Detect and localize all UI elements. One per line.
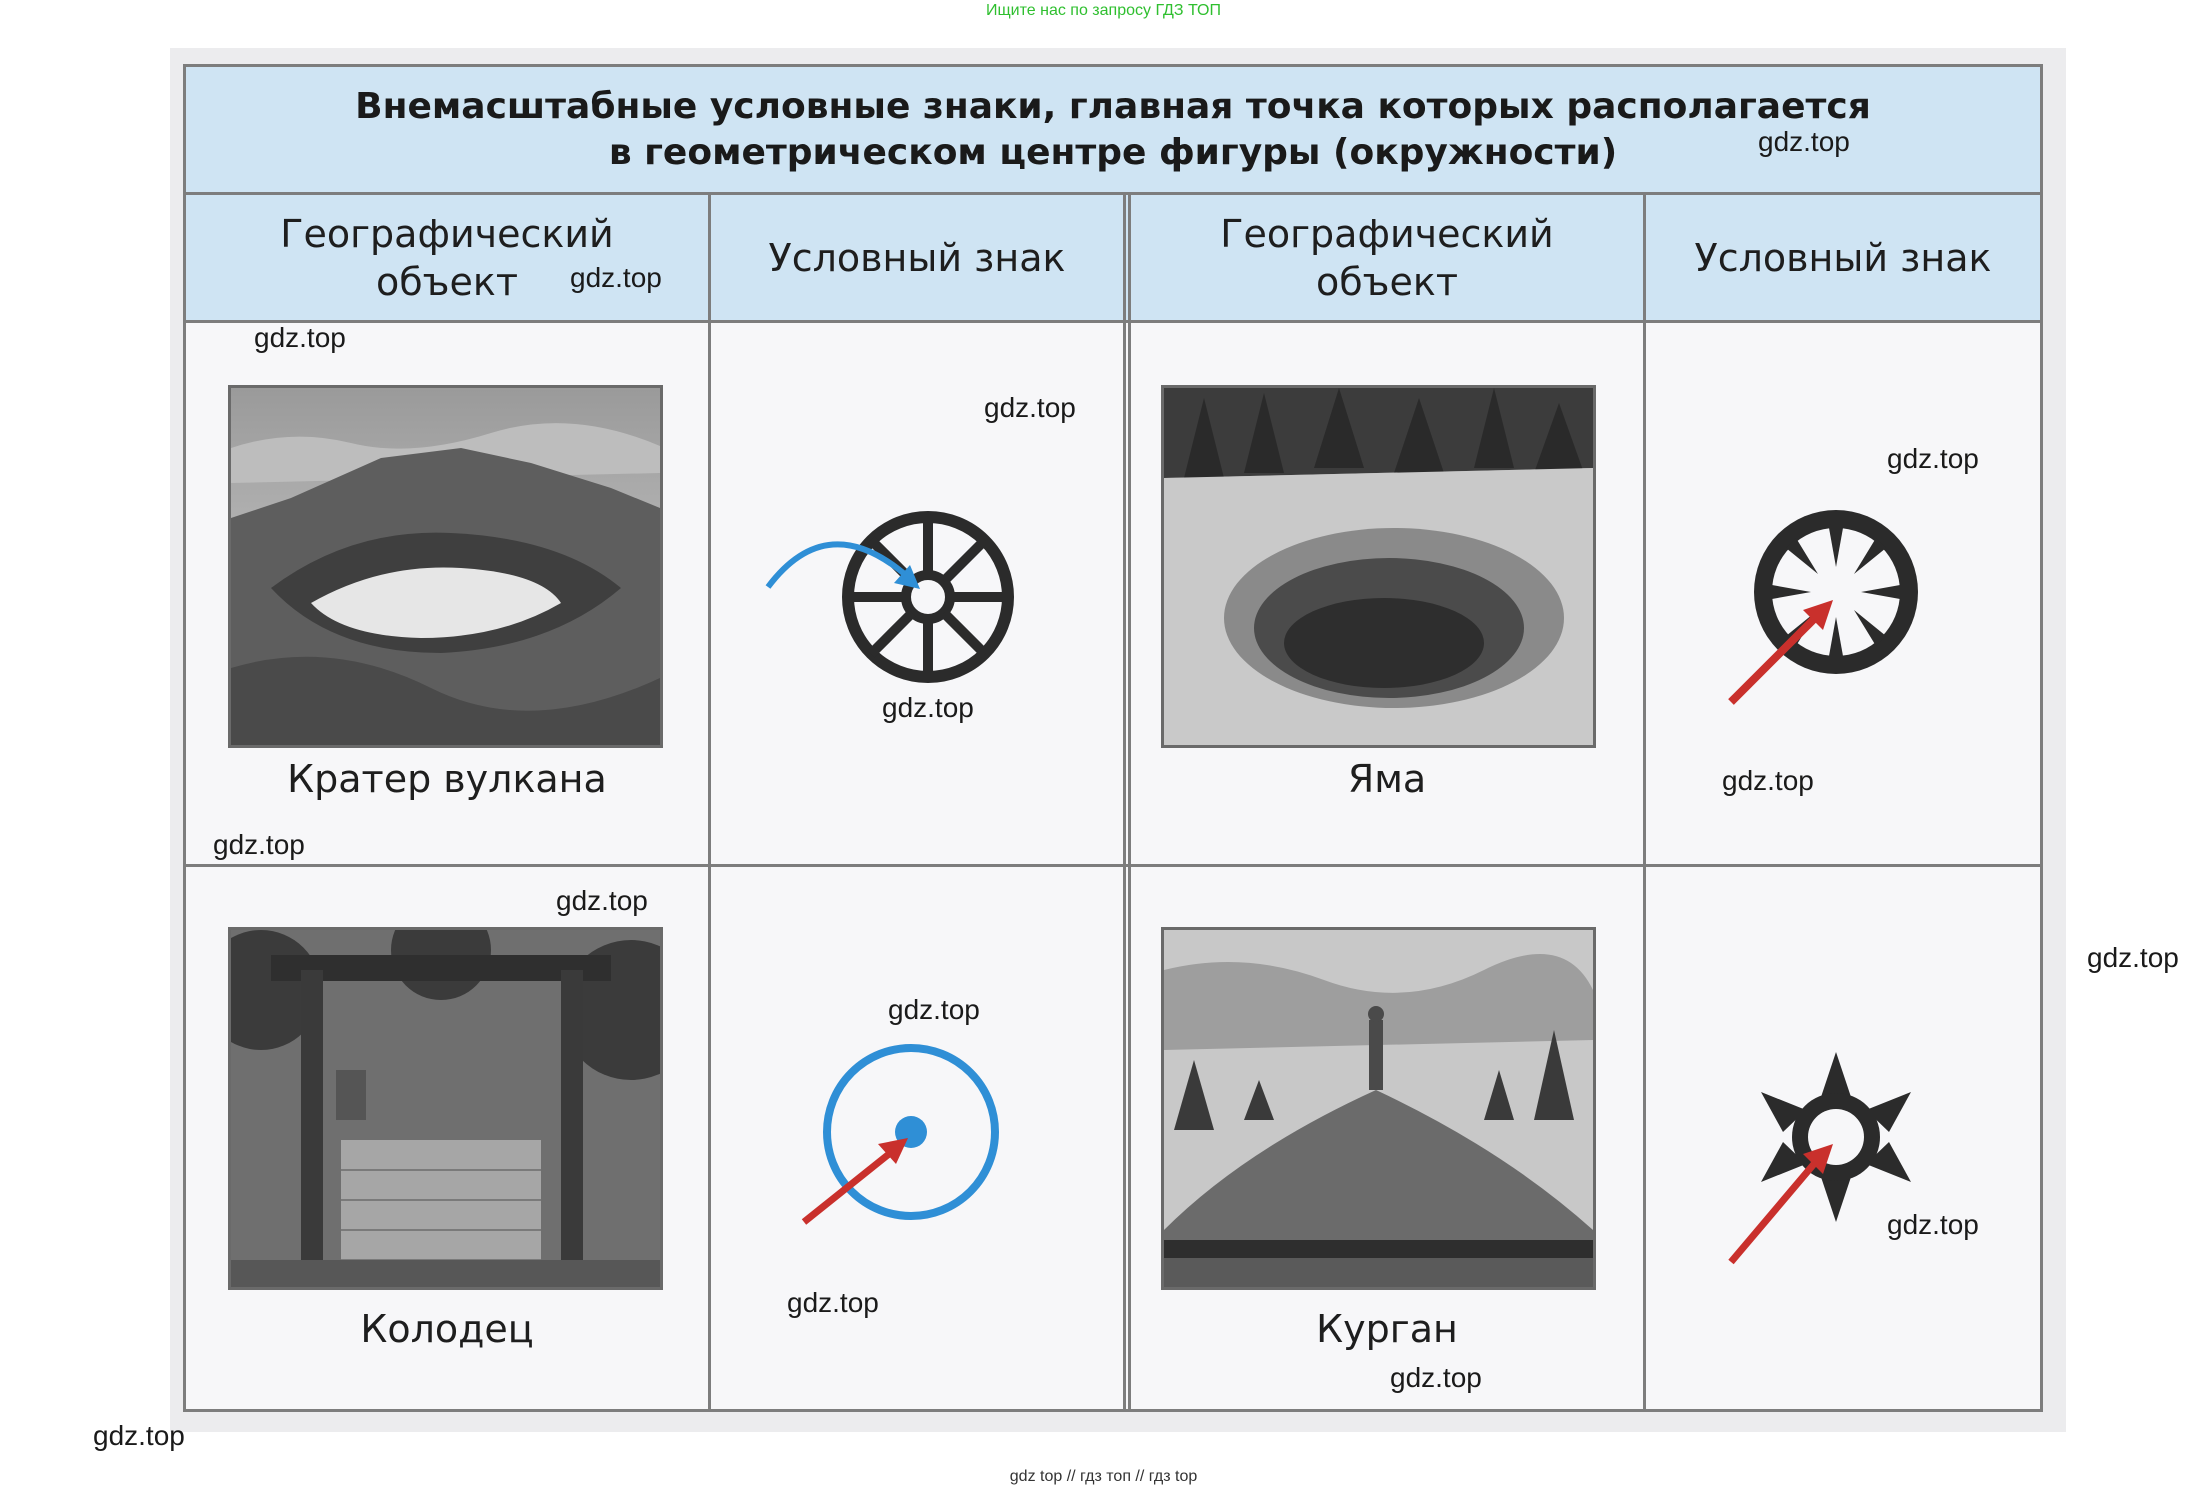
- table-title-line-1: Внемасштабные условные знаки, главная точка которых располагается: [355, 85, 1871, 127]
- pit-sign: [1711, 492, 1951, 722]
- caption-mound: Курган: [1316, 1307, 1458, 1351]
- watermark: gdz.top: [213, 829, 305, 860]
- well-sign: [786, 1022, 1026, 1242]
- watermark: gdz.top: [882, 692, 974, 723]
- header-sign-1: Условный знак: [768, 235, 1066, 280]
- column-divider-1: [708, 195, 711, 1412]
- pit-photo: [1161, 385, 1596, 748]
- watermark: gdz.top: [1390, 1362, 1482, 1393]
- caption-crater: Кратер вулкана: [287, 757, 607, 801]
- watermark: gdz.top: [570, 262, 662, 293]
- table-title-line-2: в геометрическом центре фигуры (окружности): [608, 131, 1618, 173]
- header-sign-2: Условный знак: [1694, 235, 1992, 280]
- crater-sign: [758, 487, 1018, 707]
- watermark: gdz.top: [1887, 1209, 1979, 1240]
- mound-photo: [1161, 927, 1596, 1290]
- watermark: gdz.top: [787, 1287, 879, 1318]
- watermark: gdz.top: [1758, 126, 1850, 157]
- crater-photo: [228, 385, 663, 748]
- bottom-banner[interactable]: gdz top // гдз топ // гдз top: [1009, 1468, 1198, 1485]
- well-photo: [228, 927, 663, 1290]
- watermark: gdz.top: [1722, 765, 1814, 796]
- caption-well: Колодец: [360, 1307, 534, 1351]
- row-divider: [186, 864, 2040, 867]
- signs-table: [183, 64, 2043, 1412]
- watermark: gdz.top: [888, 994, 980, 1025]
- caption-pit: Яма: [1347, 757, 1427, 801]
- watermark: gdz.top: [93, 1420, 185, 1451]
- watermark: gdz.top: [556, 885, 648, 916]
- column-divider-2: [1123, 195, 1131, 1412]
- table-header-row: [186, 195, 2040, 323]
- top-banner[interactable]: Ищите нас по запросу ГДЗ ТОП: [986, 2, 1221, 19]
- header-geo-object-1: Географический объект: [280, 211, 614, 304]
- watermark: gdz.top: [1887, 443, 1979, 474]
- watermark: gdz.top: [254, 322, 346, 353]
- mound-sign: [1711, 1052, 1951, 1282]
- watermark: gdz.top: [2087, 942, 2179, 973]
- header-geo-object-2: Географический объект: [1220, 211, 1554, 304]
- column-divider-3: [1643, 195, 1646, 1412]
- watermark: gdz.top: [984, 392, 1076, 423]
